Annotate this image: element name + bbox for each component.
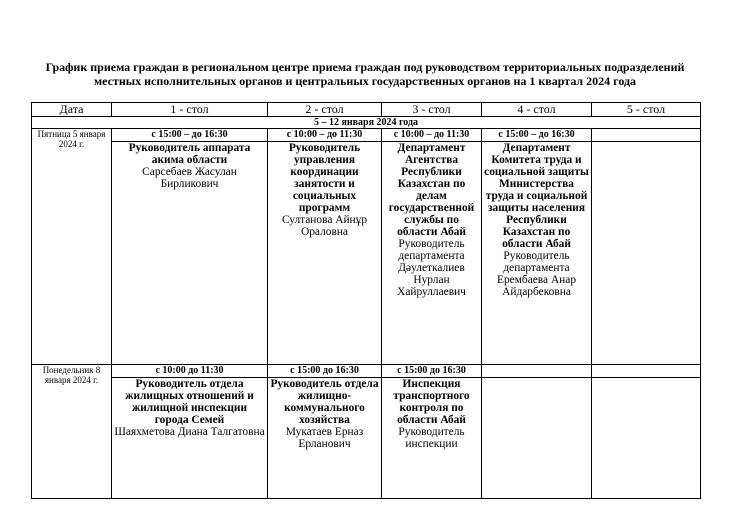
time-slot: с 10:00 – до 11:30 — [382, 129, 482, 142]
time-slot: с 15:00 до 16:30 — [268, 365, 382, 378]
header-table-4: 4 - стол — [482, 103, 592, 117]
official-name: Руководитель инспекции — [398, 426, 465, 450]
time-row — [32, 365, 701, 378]
title-line-1: График приема граждан в региональном центре приема граждан под руководством территориальных подразделений — [45, 60, 685, 74]
reception-row — [32, 378, 701, 499]
time-slot — [482, 365, 592, 378]
schedule-table — [31, 102, 701, 499]
header-table-3: 3 - стол — [382, 103, 482, 117]
date-cell: Понедельник 8 января 2024 г. — [32, 365, 112, 499]
official-position: Департамент Агентства Республики Казахстан по делам государственной службы по области Абай — [388, 142, 475, 238]
time-slot: с 15:00 – до 16:30 — [482, 129, 592, 142]
official-position: Руководитель отдела жилищно-коммунального хозяйства — [270, 378, 379, 426]
header-row — [32, 103, 701, 117]
time-row — [32, 129, 701, 142]
reception-cell — [112, 142, 268, 365]
reception-cell — [592, 378, 701, 499]
time-slot: с 10:00 до 11:30 — [112, 365, 268, 378]
official-name: Мукатаев Ерназ Ерланович — [285, 426, 364, 450]
reception-cell — [268, 378, 382, 499]
official-position: Руководитель отдела жилищных отношений и жилищной инспекции города Семей — [125, 378, 254, 426]
reception-cell — [382, 142, 482, 365]
official-name: Сарсебаев Жасулан Бирликович — [142, 166, 237, 190]
time-slot — [592, 365, 701, 378]
period-row — [32, 117, 701, 129]
reception-cell — [382, 378, 482, 499]
reception-cell — [592, 142, 701, 365]
official-position: Руководитель управления координации занятости и социальных программ — [288, 142, 361, 214]
time-slot: с 15:00 до 16:30 — [382, 365, 482, 378]
header-table-1: 1 - стол — [112, 103, 268, 117]
reception-cell — [268, 142, 382, 365]
official-name: Султанова Айнұр Ораловна — [281, 214, 368, 238]
time-slot: с 15:00 – до 16:30 — [112, 129, 268, 142]
reception-cell — [482, 142, 592, 365]
header-table-5: 5 - стол — [592, 103, 701, 117]
official-name: Руководитель департамента Дәулеткалиев Нурлан Хайруллаевич — [397, 238, 466, 298]
official-position: Инспекция транспортного контроля по области Абай — [393, 378, 470, 426]
reception-row — [32, 142, 701, 365]
header-date: Дата — [32, 103, 112, 117]
official-position: Руководитель аппарата акима области — [128, 142, 251, 166]
date-cell: Пятница 5 января 2024 г. — [32, 129, 112, 365]
header-table-2: 2 - стол — [268, 103, 382, 117]
time-slot: с 10:00 – до 11:30 — [268, 129, 382, 142]
title-line-2: местных исполнительных органов и центральных государственных органов на 1 квартал 2024 года — [93, 74, 637, 88]
time-slot — [592, 129, 701, 142]
period-label: 5 – 12 января 2024 года — [32, 117, 701, 129]
official-position: Департамент Комитета труда и социальной защиты Министерства труда и социальной защиты населения Республики Казахстан по области Абай — [484, 142, 589, 250]
official-name: Шаяхметова Диана Талгатовна — [114, 426, 265, 438]
official-name: Руководитель департамента Ерембаева Анар Айдарбековна — [496, 250, 577, 298]
reception-cell — [112, 378, 268, 499]
document-title — [20, 60, 710, 88]
reception-cell — [482, 378, 592, 499]
